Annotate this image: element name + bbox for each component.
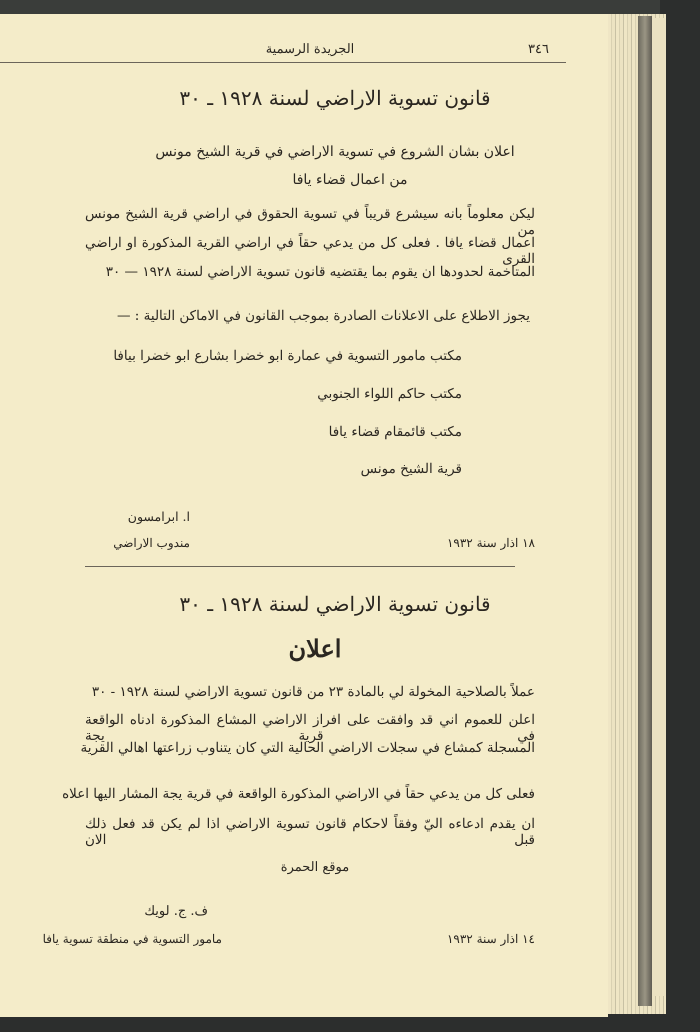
notice1-paragraph-line: ليكن معلوماً بانه سيشرع قريباً في تسوية الحقوق في اراضي قرية الشيخ مونس من — [85, 206, 535, 238]
notice1-subtitle-line: اعلان بشان الشروع في تسوية الاراضي في قرية الشيخ مونس — [155, 144, 515, 160]
place-item: قرية الشيخ مونس — [360, 461, 462, 477]
notice2-paragraph-line: المسجلة كمشاع في سجلات الاراضي الحالية التي كان يتناوب زراعتها اهالي القرية — [80, 740, 535, 756]
notice2-heading: اعلان — [288, 634, 342, 663]
notice1-law-title: قانون تسوية الاراضي لسنة ١٩٢٨ ـ ٣٠ — [179, 86, 491, 110]
notice2-location: موقع الحمرة — [280, 860, 350, 875]
gazette-page — [0, 14, 608, 1017]
book-cover-edge — [0, 0, 660, 14]
section-divider — [85, 566, 515, 567]
notice2-law-title: قانون تسوية الاراضي لسنة ١٩٢٨ ـ ٣٠ — [179, 592, 491, 616]
notice2-paragraph-line: اعلن للعموم اني قد وافقت على افراز الاراضي المشاع المذكورة ادناه الواقعة في قرية يجة — [85, 712, 535, 744]
place-item: مكتب حاكم اللواء الجنوبي — [317, 386, 462, 402]
notice1-signatory-name: ا. ابرامسون — [127, 509, 190, 524]
place-item: مكتب قائمقام قضاء يافا — [328, 424, 462, 440]
notice1-subtitle-line: من اعمال قضاء يافا — [292, 172, 408, 188]
notice2-signatory-title: مامور التسوية في منطقة تسوية يافا — [42, 932, 222, 946]
header-rule — [0, 62, 566, 63]
notice1-paragraph-line: اعمال قضاء يافا . فعلى كل من يدعي حقاً في اراضي القرية المذكورة او اراضي القرى — [85, 235, 535, 267]
places-intro: يجوز الاطلاع على الاعلانات الصادرة بموجب القانون في الاماكن التالية : — — [117, 308, 530, 324]
page-edges-shadow — [638, 16, 652, 1006]
notice2-date: ١٤ اذار سنة ١٩٣٢ — [446, 932, 535, 946]
running-title: الجريدة الرسمية — [265, 42, 355, 57]
notice2-signatory-name: ف. ج. لويك — [144, 904, 208, 919]
notice2-paragraph-line: ان يقدم ادعاءه اليّ وفقاً لاحكام قانون تسوية الاراضي اذا لم يكن قد فعل ذلك قبل الان — [85, 816, 535, 848]
page-edges-outer — [652, 18, 666, 996]
notice1-signatory-title: مندوب الاراضي — [113, 536, 190, 550]
notice1-date: ١٨ اذار سنة ١٩٣٢ — [446, 536, 535, 550]
place-item: مكتب مامور التسوية في عمارة ابو خضرا بشارع ابو خضرا بيافا — [113, 348, 462, 364]
notice1-paragraph-line: المتاخمة لحدودها ان يقوم بما يقتضيه قانون تسوية الاراضي لسنة ١٩٢٨ — ٣٠ — [105, 264, 535, 280]
page-number: ٣٤٦ — [528, 42, 549, 57]
notice2-paragraph-line: فعلى كل من يدعي حقاً في الاراضي المذكورة الواقعة في قرية يجة المشار اليها اعلاه — [62, 786, 535, 802]
notice2-paragraph-line: عملاً بالصلاحية المخولة لي بالمادة ٢٣ من قانون تسوية الاراضي لسنة ١٩٢٨ - ٣٠ — [91, 684, 535, 700]
